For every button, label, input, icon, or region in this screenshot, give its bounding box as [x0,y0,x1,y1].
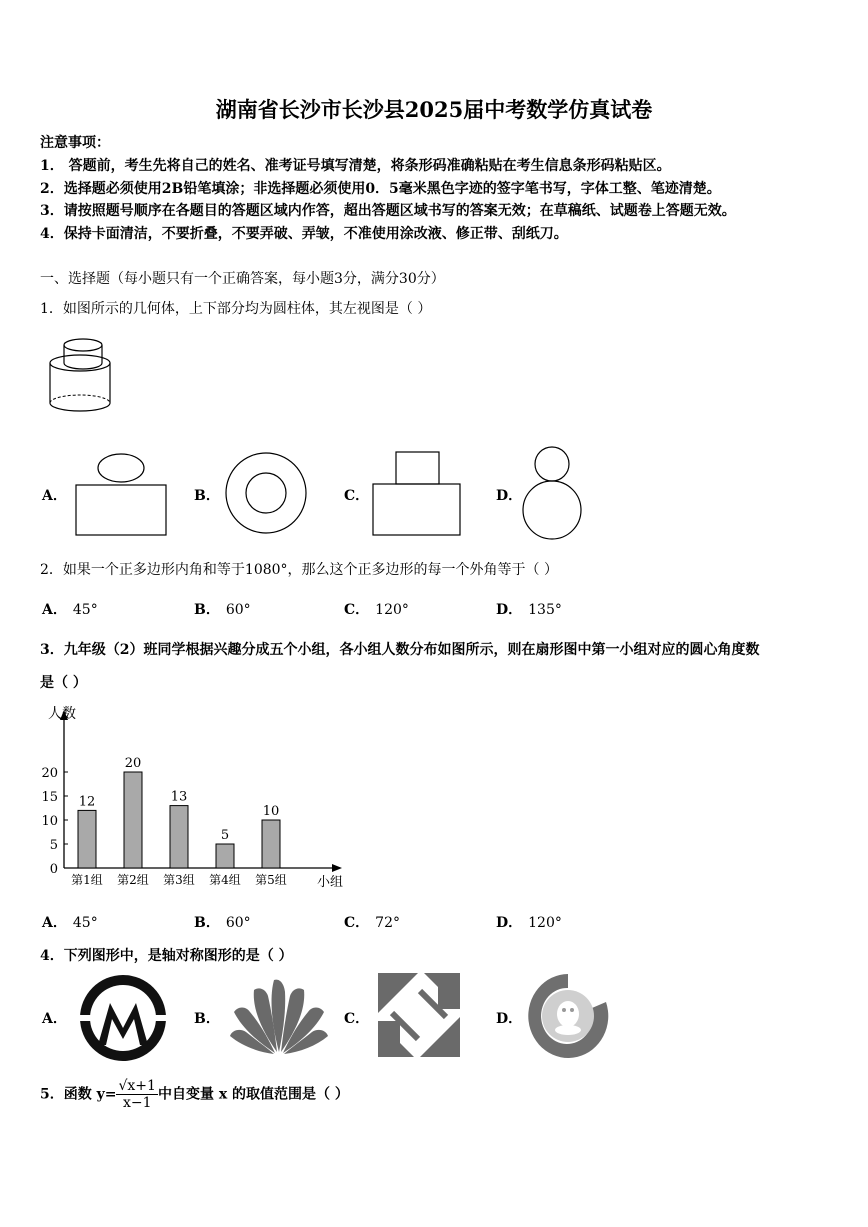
y-tick-label: 5 [49,838,58,853]
section-heading: 一、选择题（每小题只有一个正确答案，每小题3分，满分30分） [40,271,445,287]
q3-stem-line2: 是（ ） [40,675,87,691]
x-tick-label: 第2组 [117,873,149,887]
q5-fraction [116,1078,157,1111]
q4-option-a-label: A． [42,1011,67,1027]
q5-stem-prefix: 5．函数 y= [40,1086,117,1103]
y-tick-label: 0 [49,862,58,877]
notice-item-2: 2．选择题必须使用2B铅笔填涂；非选择题必须使用0．5毫米黑色字迹的签字笔书写，字体工整、笔迹清楚。 [40,181,721,197]
q4-option-c-label: C． [344,1011,370,1027]
q3-option-c-value: 72° [375,915,400,931]
q4-option-b-logo [228,976,330,1056]
q4-option-c-logo [378,973,460,1057]
q3-option-d-label: D． [496,915,523,931]
bar-value-label: 20 [124,756,142,771]
q2-option-a-label: A． [42,602,67,618]
q2-option-a [42,599,98,619]
q3-option-a-value: 45° [72,915,98,931]
notice-item-3: 3．请按照题号顺序在各题目的答题区域内作答，超出答题区域书写的答案无效；在草稿纸、试题卷上答题无效。 [40,203,736,219]
q2-option-c [344,599,409,619]
q2-option-d [496,599,562,619]
q5-numerator: √x+1 [118,1078,156,1094]
page-title: 湖南省长沙市长沙县2025届中考数学仿真试卷 [215,97,653,122]
q3-option-b-label: B． [194,915,220,931]
y-tick-label: 10 [41,814,58,829]
q2-option-d-value: 135° [528,602,562,618]
q3-option-a [42,912,98,932]
q3-option-c [344,912,400,932]
q1-option-a-label: A． [42,488,67,504]
q4-option-b-label: B． [194,1011,220,1027]
q1-stem: 1．如图所示的几何体，上下部分均为圆柱体，其左视图是（ ） [40,301,432,317]
q2-option-b-value: 60° [225,602,251,618]
q4-option-a-logo [78,973,168,1063]
q2-option-b-label: B． [194,602,220,618]
x-axis-label: 小组 [317,875,344,890]
q1-option-d-label: D． [496,488,523,504]
q5-stem [40,1078,349,1111]
q2-option-d-label: D． [496,602,523,618]
y-tick-label: 20 [41,766,58,781]
q1-option-b-figure [224,451,308,535]
q3-option-a-label: A． [42,915,67,931]
q2-option-a-value: 45° [72,602,98,618]
q2-option-b [194,599,251,619]
q3-option-b-value: 60° [225,915,251,931]
bar [262,820,280,868]
notice-heading: 注意事项： [40,135,110,151]
y-tick-label: 15 [41,790,58,805]
x-axis-arrow [332,864,342,872]
x-tick-label: 第1组 [71,873,103,887]
x-tick-label: 第5组 [255,873,287,887]
q3-option-c-label: C． [344,915,370,931]
bar-value-label: 10 [262,804,280,819]
q4-option-d-logo [528,972,608,1058]
bar-value-label: 5 [220,828,230,843]
q2-stem: 2．如果一个正多边形内角和等于1080°，那么这个正多边形的每一个外角等于（ ） [40,562,558,578]
q1-option-d-figure [522,446,584,542]
q1-option-c-label: C． [344,488,370,504]
q1-option-c-figure [372,451,462,537]
q3-bar-chart [38,700,358,895]
notice-item-1: 1． 答题前，考生先将自己的姓名、准考证号填写清楚，将条形码准确粘贴在考生信息条形码粘贴区。 [40,158,671,174]
q5-stem-suffix: 中自变量 x 的取值范围是（ ） [157,1086,349,1103]
q3-option-b [194,912,251,932]
bar [170,806,188,868]
x-tick-label: 第4组 [209,873,241,887]
q1-option-b-label: B． [194,488,220,504]
q2-option-c-value: 120° [375,602,409,618]
bar-value-label: 13 [170,789,188,805]
q2-option-c-label: C． [344,602,370,618]
q1-option-a-figure [75,452,167,537]
y-axis-label: 人数 [48,706,76,722]
x-tick-label: 第3组 [163,873,195,887]
q4-stem: 4．下列图形中，是轴对称图形的是（ ） [40,948,293,964]
q3-option-d [496,912,562,932]
bar [216,844,234,868]
q1-solid-figure [45,335,115,420]
bar [124,772,142,868]
notice-item-4: 4．保持卡面清洁，不要折叠，不要弄破、弄皱，不准使用涂改液、修正带、刮纸刀。 [40,226,568,242]
q4-option-d-label: D． [496,1011,523,1027]
q3-stem-line1: 3．九年级（2）班同学根据兴趣分成五个小组，各小组人数分布如图所示，则在扇形图中第一小组对应的圆心角度数 [40,642,760,658]
bar [78,810,96,868]
q5-denominator: x−1 [122,1095,152,1111]
bar-value-label: 12 [78,794,96,810]
q3-option-d-value: 120° [528,915,562,931]
